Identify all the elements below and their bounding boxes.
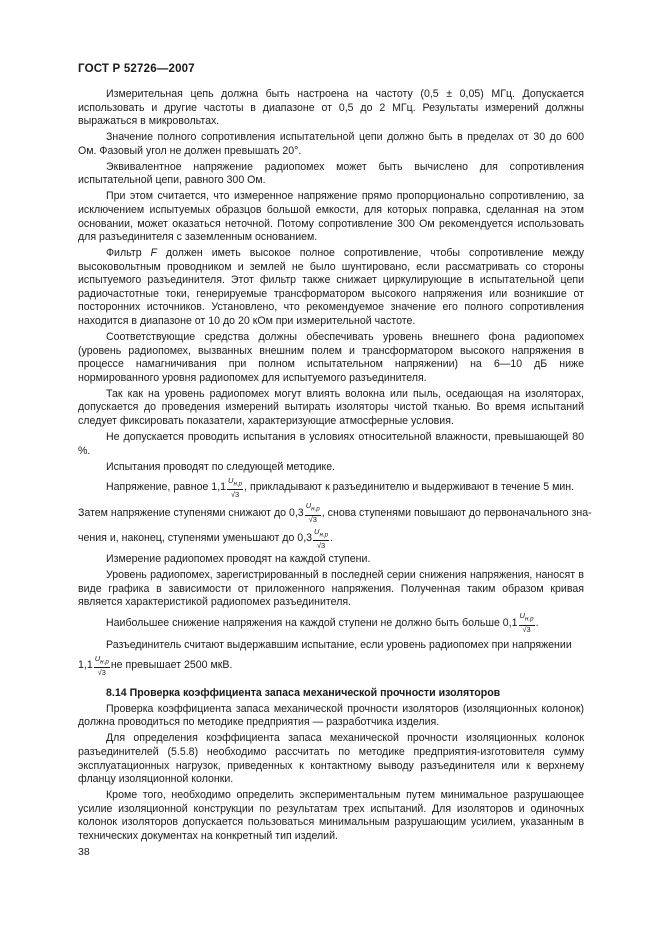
formula-u-over-root3: $\frac{U_{н.р}}{√3}$	[228, 475, 243, 499]
paragraph: Проверка коэффициента запаса механической прочности изоляторов (изоляционных колонок) должна проводиться по методике предприятия — разработчика изделия.	[78, 702, 584, 729]
paragraph: Эквивалентное напряжение радиопомех может быть вычислено для сопротивления испытательной цепи, равного 300 Ом.	[78, 160, 584, 187]
paragraph: При этом считается, что измеренное напряжение прямо пропорционально сопротивлению, за исключением испытуемых образцов большой емкости, для которых поправка, сделанная на этом основании, может оказаться неточной. Потому сопротивление 300 Ом рекомендуется использовать для разъединителя с заземленным основанием.	[78, 190, 584, 244]
paragraph: Не допускается проводить испытания в условиях относительной влажности, превышающей 80 %.	[78, 430, 584, 457]
formula-u-over-root3: $\frac{U_{н.р}}{√3}$	[305, 501, 320, 525]
method-line-2: Затем напряжение ступенями снижают до 0,3 $\frac{U_{н.р}}{√3}$ , снова ступенями повышают до первоначального зна-	[78, 501, 592, 525]
reduction-line: Наибольшее снижение напряжения на каждой ступени не должно быть больше 0,1 $\frac{U_{н.р}}{√3}$ .	[106, 611, 539, 635]
paragraph: Измерение радиопомех проводят на каждой ступени.	[106, 553, 371, 566]
paragraph: Значение полного сопротивления испытательной цепи должно быть в пределах от 30 до 600 Ом. Фазовый угол не должен превышать 20°.	[78, 131, 584, 157]
formula-u-over-root3: $\frac{U_{н.р}}{√3}$	[94, 653, 109, 677]
paragraph: Испытания проводят по следующей методике.	[106, 460, 336, 473]
page-number: 38	[78, 846, 90, 858]
paragraph-filter: Фильтр F должен иметь высокое полное сопротивление, чтобы сопротивление между высоковольтным проводником и землей не было шунтировано, если рассматривать со стороны испытуемого разъединителя. Этот фильтр также снижает циркулирующие в испытательной цепи радиочастотные токи, генерируемые трансформатором высокого напряжения или возникшие от посторонних источников. Установлено, что рекомендуемое значение его полного сопротивления находится в диапазоне от 10 до 20 кОм при измерительной частоте.	[78, 247, 584, 328]
paragraph: Уровень радиопомех, зарегистрированный в последней серии снижения напряжения, наносят в виде графика в зависимости от приложенного напряжения. Полученная таким образом кривая является характеристикой радиопомех разъединителя.	[78, 569, 584, 609]
paragraph: Так как на уровень радиопомех могут влиять волокна или пыль, оседающая на изоляторах, допускается до проведения измерений вытирать изоляторы чистой тканью. Во время испытаний следует фиксировать показатели, характеризующие атмосферные условия.	[78, 387, 584, 427]
paragraph: Кроме того, необходимо определить экспериментальным путем минимальное разрушающее усилие изоляционной конструкции по результатам трех испытаний. Для изоляторов и одиночных колонок изоляторов допускается пользоваться минимальным разрушающим усилием, указанным в технических документах на конкретный тип изделий.	[78, 789, 584, 842]
document-header: ГОСТ Р 52726—2007	[78, 63, 195, 75]
method-line-3: чения и, наконец, ступенями уменьшают до 0,3 $\frac{U_{н.р}}{√3}$ .	[78, 526, 334, 550]
paragraph: Для определения коэффициента запаса механической прочности изоляционных колонок разъединителей (5.5.8) необходимо рассчитать по методике предприятия-изготовителя сумму эксплуатационных нагрузок, приведенных к контактному выводу разъединителя или к верхнему фланцу изоляционной колонки.	[78, 732, 584, 786]
withstand-line-2: 1,1 $\frac{U_{н.р}}{√3}$ не превышает 2500 мкВ.	[78, 653, 233, 677]
variable-f: F	[150, 247, 157, 260]
withstand-line-1: Разъединитель считают выдержавшим испытание, если уровень радиопомех при напряжении	[106, 638, 572, 651]
method-line-1: Напряжение, равное 1,1 $\frac{U_{н.р}}{√3}$ , прикладывают к разъединителю и выдерживают в течение 5 мин.	[106, 475, 575, 499]
formula-u-over-root3: $\frac{U_{н.р}}{√3}$	[314, 526, 329, 550]
paragraph: Измерительная цепь должна быть настроена на частоту (0,5 ± 0,05) МГц. Допускается использовать и другие частоты в диапазоне от 0,5 до 2 МГц. Результаты измерений должны выражаться в микровольтах.	[78, 88, 584, 128]
document-body	[78, 88, 592, 846]
formula-u-over-root3: $\frac{U_{н.р}}{√3}$	[519, 611, 534, 635]
section-heading: 8.14 Проверка коэффициента запаса механической прочности изоляторов	[106, 687, 501, 700]
paragraph: Соответствующие средства должны обеспечивать уровень внешнего фона радиопомех (уровень радиопомех, вызванных внешним полем и трансформатором высокого напряжения в процессе намагничивания при полном испытательном напряжении) на 6—10 дБ ниже нормированного уровня радиопомех для испытуемого разъединителя.	[78, 331, 584, 384]
